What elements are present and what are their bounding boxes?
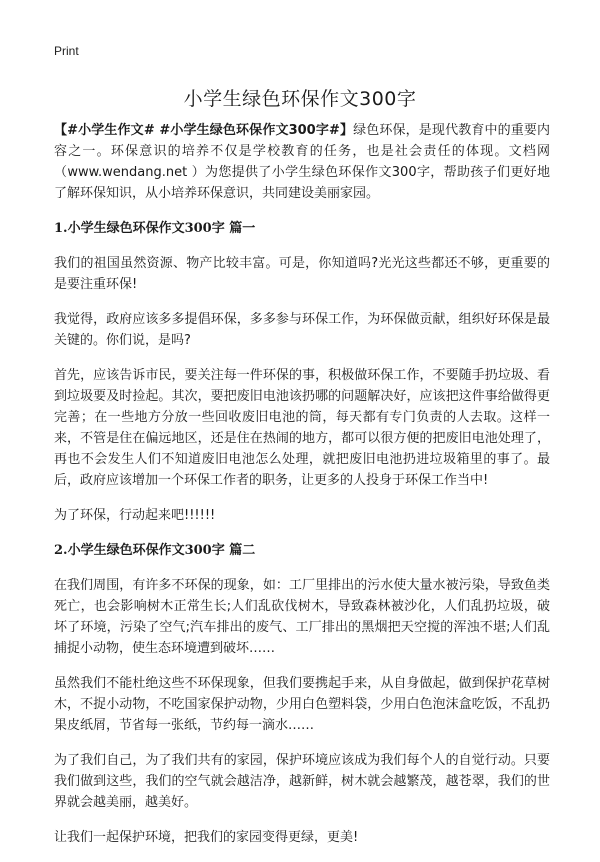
section-1-paragraph-1: 我们的祖国虽然资源、物产比较丰富。可是，你知道吗?光光这些都还不够，更重要的是要注重环保! bbox=[54, 256, 550, 292]
section-2-paragraph-2: 虽然我们不能杜绝这些不环保现象，但我们要携起手来，从自身做起，做到保护花草树木，不捉小动物，不吃国家保护动物，少用白色塑料袋，少用白色泡沫盒吃饭，不乱扔果皮纸屑，节省每一张纸，节约每一滴水…… bbox=[54, 676, 550, 733]
section-1-paragraph-3: 首先，应该告诉市民，要关注每一件环保的事，积极做环保工作，不要随手扔垃圾、看到垃圾要及时捡起。其次，要把废旧电池该扔哪的问题解决好，应该把这件事给做得更完善；在一些地方分放一些回收废旧电池的筒，每天都有专门负责的人去取。这样一来，不管是住在偏远地区，还是住在热闹的地方，都可以很方便的把废旧电池处理了，再也不会发生人们不知道废旧电池怎么处理，就把废旧电池扔进垃圾箱里的事了。最后，政府应该增加一个环保工作者的职务，让更多的人投身于环保工作当中! bbox=[54, 368, 550, 488]
document-content bbox=[54, 120, 550, 862]
section-2-paragraph-4: 让我们一起保护环境，把我们的家园变得更绿，更美! bbox=[54, 830, 359, 845]
intro-text: 绿色环保，是现代教育中的重要内容之一。环保意识的培养不仅是学校教育的任务，也是社会责任的体现。文档网（www.wendang.net ）为您提供了小学生绿色环保作文300字，帮助孩子们更好地了解环保知识，从小培养环保意识，共同建设美丽家园。 bbox=[54, 123, 550, 201]
section-heading-1: 1.小学生绿色环保作文300字 篇一 bbox=[54, 221, 256, 236]
intro-paragraph bbox=[54, 120, 550, 204]
page-title: 小学生绿色环保作文300字 bbox=[183, 88, 417, 110]
intro-tag: 【#小学生作文# #小学生绿色环保作文300字#】 bbox=[54, 123, 354, 138]
section-1-paragraph-4: 为了环保，行动起来吧!!!!!! bbox=[54, 508, 216, 523]
section-1-paragraph-2: 我觉得，政府应该多多提倡环保，多多参与环保工作，为环保做贡献，组织好环保是最关键的。你们说，是吗? bbox=[54, 312, 550, 348]
section-2-paragraph-3: 为了我们自己，为了我们共有的家园，保护环境应该成为我们每个人的自觉行动。只要我们做到这些，我们的空气就会越洁净，越新鲜，树木就会越繁茂，越苍翠，我们的世界就会越美丽，越美好。 bbox=[54, 753, 550, 810]
print-label: Print bbox=[54, 44, 79, 58]
section-heading-2: 2.小学生绿色环保作文300字 篇二 bbox=[54, 543, 256, 558]
section-2-paragraph-1: 在我们周围，有许多不环保的现象，如：工厂里排出的污水使大量水被污染，导致鱼类死亡，也会影响树木正常生长;人们乱砍伐树木，导致森林被沙化，人们乱扔垃圾，破坏了环境，污染了空气;汽车排出的废气、工厂排出的黑烟把天空搅的浑浊不堪;人们乱捕捉小动物，使生态环境遭到破坏…… bbox=[54, 578, 550, 656]
